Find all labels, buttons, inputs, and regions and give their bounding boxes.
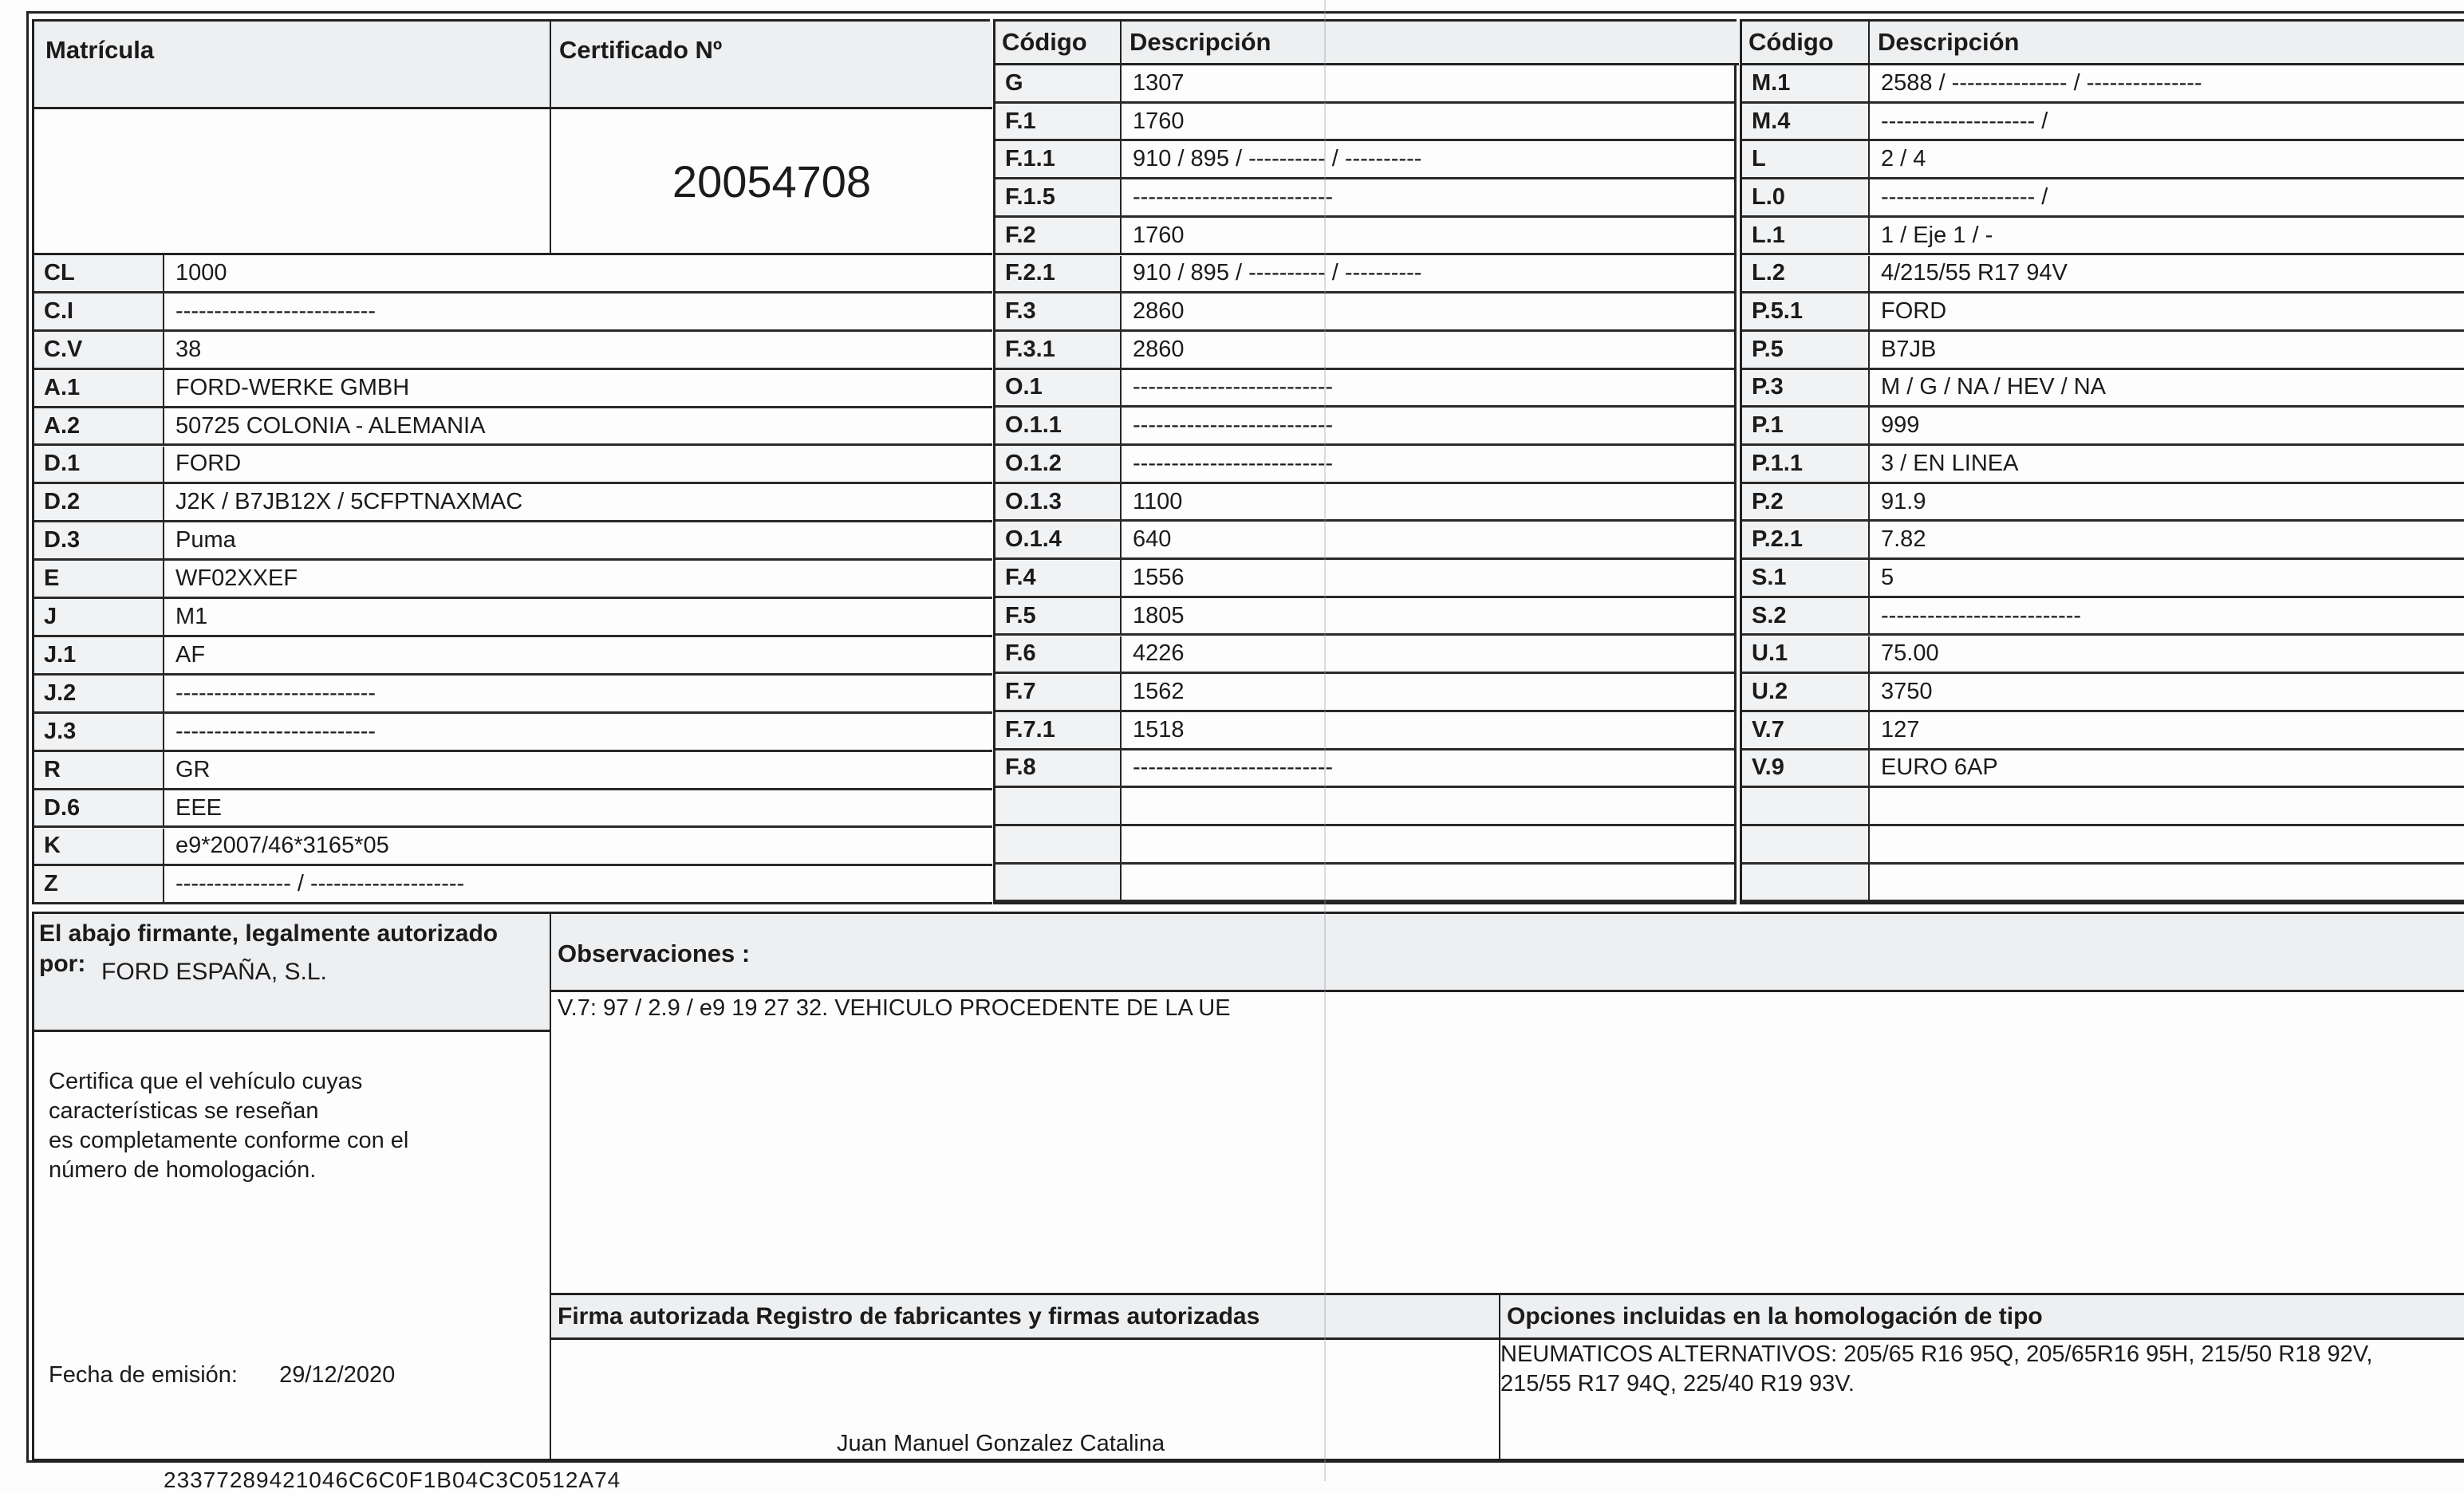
left-row [34, 866, 992, 904]
right-row [1742, 218, 2464, 256]
right-row [1742, 408, 2464, 446]
middle-row-code [995, 865, 1122, 903]
right-row-code: S.1 [1742, 560, 1870, 598]
left-row [34, 829, 992, 867]
left-row-code: J.2 [34, 676, 164, 714]
left-row [34, 293, 992, 332]
left-row-value: AF [164, 637, 992, 676]
middle-row-code: F.5 [995, 598, 1122, 636]
right-row [1742, 256, 2464, 294]
certifica-line: es completamente conforme con el [49, 1128, 409, 1153]
middle-row-code [995, 826, 1122, 865]
opciones-label: Opciones incluidas en la homologación de tipo [1507, 1303, 2043, 1330]
left-row-value: WF02XXEF [164, 561, 992, 599]
right-row [1742, 560, 2464, 598]
left-row-code: J.1 [34, 637, 164, 676]
left-row-code: E [34, 561, 164, 599]
right-row-code: P.5 [1742, 332, 1870, 370]
middle-row-value: 910 / 895 / ---------- / ---------- [1122, 141, 1734, 179]
middle-row [995, 293, 1734, 332]
middle-row-value: 910 / 895 / ---------- / ---------- [1122, 256, 1734, 294]
right-row-value: FORD [1870, 293, 2464, 332]
left-row-value: Puma [164, 522, 992, 561]
right-row-code: L.0 [1742, 179, 1870, 218]
firma-label: Firma autorizada Registro de fabricantes y firmas autorizadas [558, 1303, 1260, 1330]
left-row-value: -------------------------- [164, 714, 992, 752]
left-row-code: R [34, 752, 164, 790]
right-row-value: 5 [1870, 560, 2464, 598]
middle-row-code: F.8 [995, 750, 1122, 789]
certifica-block [34, 1032, 551, 1461]
left-row-value: 50725 COLONIA - ALEMANIA [164, 408, 992, 447]
certificado-label: Certificado Nº [559, 36, 723, 64]
middle-row-value: 1760 [1122, 104, 1734, 142]
matricula-header [34, 22, 551, 109]
left-row-value: FORD-WERKE GMBH [164, 370, 992, 408]
opciones-line: NEUMATICOS ALTERNATIVOS: 205/65 R16 95Q, 205/65R16 95H, 215/50 R18 92V, [1500, 1341, 2373, 1367]
left-row-value: e9*2007/46*3165*05 [164, 829, 992, 867]
middle-code-header [995, 22, 1122, 65]
right-row-value: 7.82 [1870, 522, 2464, 560]
left-row-code: D.3 [34, 522, 164, 561]
right-row [1742, 750, 2464, 789]
middle-row [995, 256, 1734, 294]
middle-row-code: O.1 [995, 370, 1122, 408]
left-row-code: A.2 [34, 408, 164, 447]
firma-header [551, 1295, 1500, 1340]
middle-table [993, 19, 1737, 904]
right-row [1742, 293, 2464, 332]
right-row [1742, 826, 2464, 865]
left-row [34, 408, 992, 447]
fecha-value: 29/12/2020 [279, 1362, 396, 1388]
left-row-value: -------------------------- [164, 676, 992, 714]
middle-row-value: -------------------------- [1122, 750, 1734, 789]
right-row-value: 3750 [1870, 674, 2464, 712]
middle-row-code: F.7.1 [995, 712, 1122, 750]
right-row [1742, 636, 2464, 675]
por-value: FORD ESPAÑA, S.L. [101, 959, 327, 985]
middle-row [995, 408, 1734, 446]
middle-row [995, 636, 1734, 675]
middle-row-value: 1760 [1122, 218, 1734, 256]
middle-row-value: 640 [1122, 522, 1734, 560]
middle-row-code: F.1.5 [995, 179, 1122, 218]
right-row-value: 3 / EN LINEA [1870, 446, 2464, 484]
opciones-header [1500, 1295, 2464, 1340]
left-row-code: D.2 [34, 484, 164, 522]
right-row-value: 127 [1870, 712, 2464, 750]
right-row [1742, 788, 2464, 826]
middle-row [995, 674, 1734, 712]
middle-row [995, 446, 1734, 484]
middle-row-code: F.2.1 [995, 256, 1122, 294]
right-row-value: -------------------------- [1870, 598, 2464, 636]
middle-row [995, 484, 1734, 522]
middle-row-value [1122, 826, 1734, 865]
right-row-value: 75.00 [1870, 636, 2464, 675]
right-row-code: U.1 [1742, 636, 1870, 675]
firmante-label: El abajo firmante, legalmente autorizado [39, 920, 499, 947]
observaciones-value: V.7: 97 / 2.9 / e9 19 27 32. VEHICULO PROCEDENTE DE LA UE [558, 995, 1231, 1021]
middle-row [995, 826, 1734, 865]
middle-row [995, 788, 1734, 826]
left-row-code: CL [34, 255, 164, 293]
right-row-code: P.2.1 [1742, 522, 1870, 560]
right-row-value: M / G / NA / HEV / NA [1870, 370, 2464, 408]
middle-desc-header [1122, 22, 1739, 65]
middle-desc-header-label: Descripción [1129, 28, 1271, 56]
right-row-code: V.9 [1742, 750, 1870, 789]
left-row [34, 447, 992, 485]
certifica-line: Certifica que el vehículo cuyas [49, 1069, 363, 1094]
left-row-code: J.3 [34, 714, 164, 752]
opciones-line: 215/55 R17 94Q, 225/40 R19 93V. [1500, 1371, 1855, 1396]
right-row-value [1870, 788, 2464, 826]
bottom-section [32, 912, 2464, 1461]
observaciones-header [551, 914, 2464, 992]
fold-line [1324, 0, 1326, 1481]
left-row [34, 714, 992, 752]
middle-row-value: -------------------------- [1122, 370, 1734, 408]
left-row-value: -------------------------- [164, 293, 992, 332]
right-row-code: V.7 [1742, 712, 1870, 750]
middle-row-code: O.1.2 [995, 446, 1122, 484]
left-row-value: 38 [164, 332, 992, 370]
left-row-value: M1 [164, 599, 992, 637]
right-row-value: B7JB [1870, 332, 2464, 370]
certifica-text [49, 1067, 408, 1185]
middle-row [995, 522, 1734, 560]
middle-row-code: F.7 [995, 674, 1122, 712]
certifica-line: características se reseñan [49, 1098, 319, 1124]
right-code-header [1742, 22, 1870, 65]
right-row-code: U.2 [1742, 674, 1870, 712]
middle-row [995, 750, 1734, 789]
right-row [1742, 522, 2464, 560]
right-row-value: EURO 6AP [1870, 750, 2464, 789]
right-row-value: 999 [1870, 408, 2464, 446]
right-row [1742, 65, 2464, 104]
middle-row-value: -------------------------- [1122, 179, 1734, 218]
right-row [1742, 370, 2464, 408]
right-row-code: M.4 [1742, 104, 1870, 142]
right-row-value: 4/215/55 R17 94V [1870, 256, 2464, 294]
certifica-line: número de homologación. [49, 1157, 317, 1183]
middle-row-value: 1100 [1122, 484, 1734, 522]
firmante-block [34, 914, 551, 1032]
right-row-code: P.1.1 [1742, 446, 1870, 484]
left-row-value: 1000 [164, 255, 992, 293]
right-row [1742, 179, 2464, 218]
left-row [34, 484, 992, 522]
right-table [1740, 19, 2464, 904]
middle-row-code: F.3 [995, 293, 1122, 332]
left-row [34, 676, 992, 714]
right-row [1742, 104, 2464, 142]
left-row [34, 522, 992, 561]
middle-row-code: O.1.3 [995, 484, 1122, 522]
left-row-value: FORD [164, 447, 992, 485]
opciones-text [1500, 1340, 2372, 1399]
middle-row-code: F.1 [995, 104, 1122, 142]
right-row-value: 2588 / --------------- / --------------- [1870, 65, 2464, 104]
middle-row [995, 598, 1734, 636]
right-desc-header-label: Descripción [1878, 28, 2020, 56]
right-row-value [1870, 826, 2464, 865]
left-row-code: D.1 [34, 447, 164, 485]
middle-row [995, 218, 1734, 256]
left-row [34, 599, 992, 637]
right-row-value: -------------------- / [1870, 179, 2464, 218]
right-row-value: 91.9 [1870, 484, 2464, 522]
right-row-code [1742, 865, 1870, 903]
right-row [1742, 674, 2464, 712]
right-row [1742, 141, 2464, 179]
middle-row-code: F.3.1 [995, 332, 1122, 370]
right-row-code: P.2 [1742, 484, 1870, 522]
middle-row-code: G [995, 65, 1122, 104]
opciones-body [1500, 1340, 2464, 1461]
middle-row-code: O.1.4 [995, 522, 1122, 560]
firma-body [551, 1340, 1500, 1461]
right-row-code: L.2 [1742, 256, 1870, 294]
middle-row-value: 2860 [1122, 293, 1734, 332]
right-row-code: L [1742, 141, 1870, 179]
observaciones-label: Observaciones : [558, 940, 751, 967]
footer-code: 23377289421046C6C0F1B04C3C0512A74 [164, 1467, 621, 1492]
certificado-header [551, 22, 992, 109]
right-row-value: 1 / Eje 1 / - [1870, 218, 2464, 256]
left-row-code: J [34, 599, 164, 637]
observaciones-body [551, 992, 2464, 1295]
fecha-label: Fecha de emisión: [49, 1362, 238, 1388]
middle-row-value: 1307 [1122, 65, 1734, 104]
middle-row-value [1122, 865, 1734, 903]
right-row [1742, 446, 2464, 484]
right-row-code: L.1 [1742, 218, 1870, 256]
right-row-code [1742, 826, 1870, 865]
right-row-code [1742, 788, 1870, 826]
matricula-label: Matrícula [45, 36, 155, 64]
left-row [34, 790, 992, 829]
certificado-value-cell [551, 109, 992, 255]
middle-row-value: 1518 [1122, 712, 1734, 750]
right-code-header-label: Código [1748, 28, 1834, 56]
middle-rows [995, 65, 1734, 903]
right-row-code: P.1 [1742, 408, 1870, 446]
left-row-code: D.6 [34, 790, 164, 829]
middle-row-code: O.1.1 [995, 408, 1122, 446]
right-row-code: P.3 [1742, 370, 1870, 408]
middle-row [995, 65, 1734, 104]
middle-row [995, 104, 1734, 142]
right-row [1742, 598, 2464, 636]
right-row [1742, 332, 2464, 370]
middle-row [995, 712, 1734, 750]
right-row-code: S.2 [1742, 598, 1870, 636]
middle-row-value: 2860 [1122, 332, 1734, 370]
left-row-value: GR [164, 752, 992, 790]
right-row-code: M.1 [1742, 65, 1870, 104]
left-row-code: C.V [34, 332, 164, 370]
firma-name: Juan Manuel Gonzalez Catalina [837, 1431, 1165, 1456]
por-label: por: [39, 951, 86, 977]
middle-row [995, 560, 1734, 598]
middle-row-code: F.2 [995, 218, 1122, 256]
left-row-code: A.1 [34, 370, 164, 408]
middle-row-value: -------------------------- [1122, 446, 1734, 484]
right-row [1742, 712, 2464, 750]
left-row [34, 332, 992, 370]
left-row-value: J2K / B7JB12X / 5CFPTNAXMAC [164, 484, 992, 522]
left-row [34, 561, 992, 599]
left-row-value: EEE [164, 790, 992, 829]
middle-row-code [995, 788, 1122, 826]
middle-row [995, 179, 1734, 218]
left-row [34, 255, 992, 293]
certificado-number: 20054708 [672, 156, 872, 207]
middle-row-value: 4226 [1122, 636, 1734, 675]
left-rows [34, 255, 992, 904]
right-row [1742, 865, 2464, 903]
right-row-value: -------------------- / [1870, 104, 2464, 142]
left-row-code: K [34, 829, 164, 867]
left-row-code: C.I [34, 293, 164, 332]
middle-code-header-label: Código [1002, 28, 1087, 56]
right-row [1742, 484, 2464, 522]
right-row-value [1870, 865, 2464, 903]
middle-row-value [1122, 788, 1734, 826]
right-row-code: P.5.1 [1742, 293, 1870, 332]
middle-row-value: 1805 [1122, 598, 1734, 636]
middle-row-code: F.4 [995, 560, 1122, 598]
middle-row-value: 1556 [1122, 560, 1734, 598]
middle-row-value: -------------------------- [1122, 408, 1734, 446]
matricula-value-cell [34, 109, 551, 255]
right-desc-header [1870, 22, 2464, 65]
middle-row [995, 141, 1734, 179]
middle-row [995, 865, 1734, 903]
middle-row-code: F.6 [995, 636, 1122, 675]
left-row-value: --------------- / -------------------- [164, 866, 992, 904]
left-table [32, 19, 990, 904]
left-row-code: Z [34, 866, 164, 904]
fecha-emision [49, 1362, 395, 1389]
left-row [34, 637, 992, 676]
right-rows [1742, 65, 2464, 903]
right-row-value: 2 / 4 [1870, 141, 2464, 179]
middle-row [995, 332, 1734, 370]
middle-row-value: 1562 [1122, 674, 1734, 712]
middle-row [995, 370, 1734, 408]
left-row [34, 752, 992, 790]
middle-row-code: F.1.1 [995, 141, 1122, 179]
left-row [34, 370, 992, 408]
